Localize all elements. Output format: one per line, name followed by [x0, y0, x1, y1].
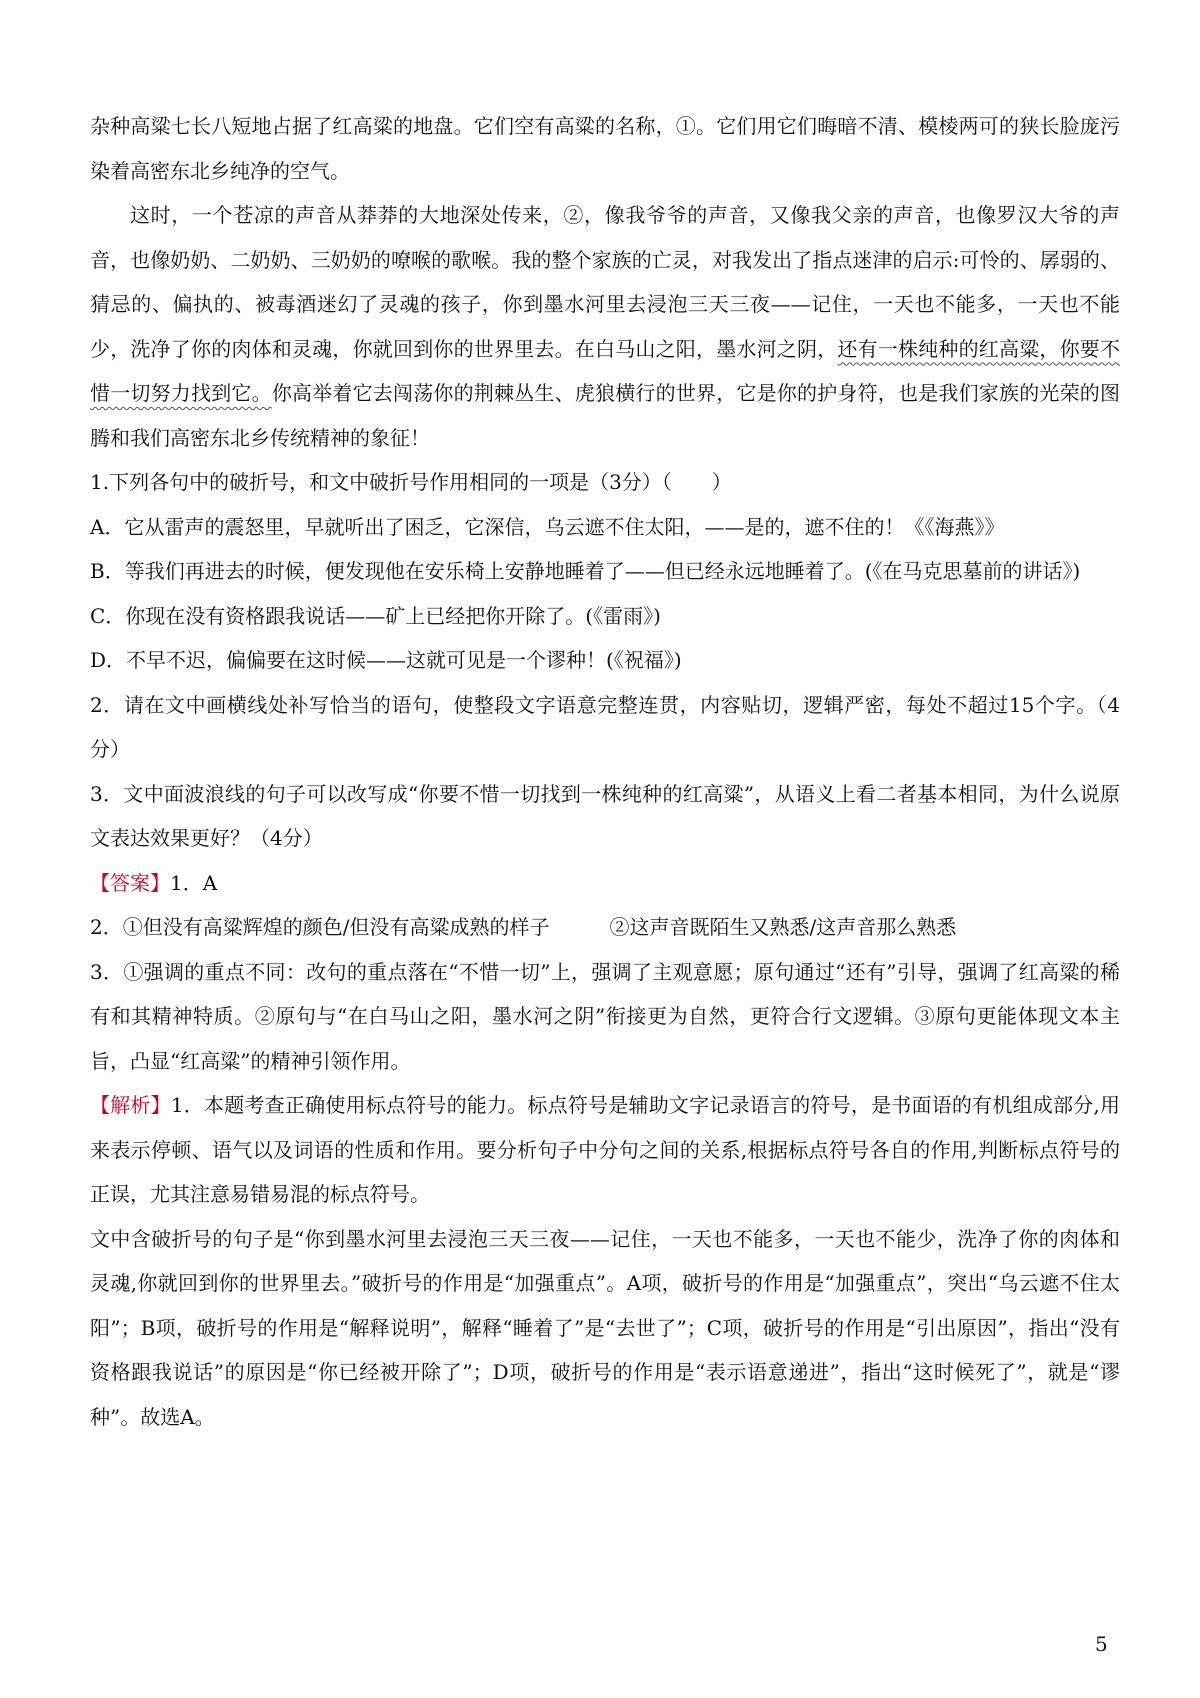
answer-2-part-1: 2．①但没有高粱辉煌的颜色/但没有高粱成熟的样子 — [90, 915, 550, 939]
answer-2-line — [90, 905, 1120, 950]
option-d: D．不早不迟，偏偏要在这时候——这就可见是一个谬种！(《祝福》) — [90, 648, 682, 672]
document-body — [90, 104, 1120, 1439]
analysis-1 — [90, 1083, 1120, 1217]
answer-1-line — [90, 861, 1120, 906]
passage-text-end: 你高举着它去闯荡你的荆棘丛生、虎狼横行的世界，它是你的护身符，也是我们家族的光荣的图腾和我们高密东北乡传统精神的象征！ — [90, 381, 1121, 450]
analysis-2: 文中含破折号的句子是“你到墨水河里去浸泡三天三夜——记住，一天也不能多，一天也不能少，洗净了你的肉体和灵魂,你就回到你的世界里去。”破折号的作用是“加强重点”。A项，破折号的作用是“加强重点”，突出“乌云遮不住太阳”；B项，破折号的作用是“解释说明”，解释“睡着了”是“去世了”；C项，破折号的作用是“引出原因”，指出“没有资格跟我说话”的原因是“你已经被开除了”；D项，破折号的作用是“表示语意递进”，指出“这时候死了”，就是“谬种”。故选A。 — [90, 1226, 1120, 1429]
passage-paragraph-1: 杂种高粱七长八短地占据了红高粱的地盘。它们空有高粱的名称，①。它们用它们晦暗不清、模棱两可的狭长脸庞污染着高密东北乡纯净的空气。 — [90, 114, 1120, 183]
answer-3: 3．①强调的重点不同：改句的重点落在“不惜一切”上，强调了主观意愿；原句通过“还有”引导，强调了红高粱的稀有和其精神特质。②原句与“在白马山之阳，墨水河之阴”衔接更为自然，更符合行文逻辑。③原句更能体现文本主旨，凸显“红高粱”的精神引领作用。 — [90, 959, 1120, 1073]
question-2: 2．请在文中画横线处补写恰当的语句，使整段文字语意完整连贯，内容贴切，逻辑严密，每处不超过15个字。（4分） — [90, 692, 1120, 761]
wavy-underlined-sentence: 还有一株纯种的红高粱，你要不惜一切努力找到它。 — [90, 336, 1121, 405]
option-a: A．它从雷声的震怒里，早就听出了困乏，它深信，乌云遮不住太阳，——是的，遮不住的！《《海燕》》 — [90, 514, 1005, 539]
analysis-1-text: 1．本题考查正确使用标点符号的能力。标点符号是辅助文字记录语言的符号，是书面语的有机组成部分,用来表示停顿、语气以及词语的性质和作用。要分析句子中分句之间的关系,根据标点符号各自的作用,判断标点符号的正误，尤其注意易错易混的标点符号。 — [90, 1093, 1120, 1206]
passage-paragraph-2 — [90, 193, 1120, 460]
answer-1: 1．A — [170, 870, 218, 895]
question-3: 3．文中面波浪线的句子可以改写成“你要不惜一切找到一株纯种的红高粱”，从语义上看二者基本相同，为什么说原文表达效果更好？（4分） — [90, 781, 1120, 850]
answer-2-part-2: ②这声音既陌生又熟悉/这声音那么熟悉 — [609, 915, 957, 939]
question-1: 1.下列各句中的破折号，和文中破折号作用相同的一项是（3分）（ ） — [90, 470, 732, 494]
page-number: 5 — [1095, 1632, 1108, 1656]
passage-text: 这时，一个苍凉的声音从莽莽的大地深处传来，②，像我爷爷的声音，又像我父亲的声音，也像罗汉大爷的声音，也像奶奶、二奶奶、三奶奶的嘹喉的歌喉。我的整个家族的亡灵，对我发出了指点迷津的启示:可怜的、孱弱的、猜忌的、偏执的、被毒酒迷幻了灵魂的孩子，你到墨水河里去浸泡三天三夜——记住，一天也不能多，一天也不能少，洗净了你的肉体和灵魂，你就回到你的世界里去。在白马山之阳，墨水河之阴， — [90, 203, 1120, 361]
option-b: B．等我们再进去的时候，便发现他在安乐椅上安静地睡着了——但已经永远地睡着了。(《在马克思墓前的讲话》) — [90, 559, 1081, 583]
analysis-tag: 【解析】 — [90, 1093, 171, 1117]
answer-tag: 【答案】 — [90, 870, 170, 895]
option-c: C．你现在没有资格跟我说话——矿上已经把你开除了。(《雷雨》) — [90, 603, 661, 628]
